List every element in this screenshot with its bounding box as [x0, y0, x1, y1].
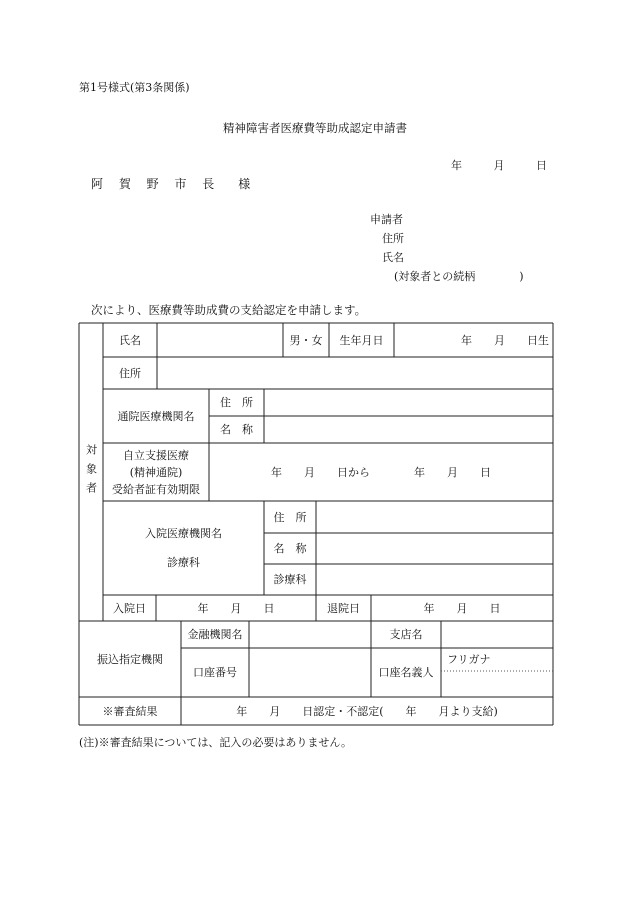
gender-select[interactable]: 男・女	[289, 333, 323, 347]
review-result-label: ※審査結果	[102, 704, 158, 718]
name-label: 氏名	[119, 333, 141, 347]
form-number: 第1号様式(第3条関係)	[79, 81, 190, 94]
outpatient-label: 通院医療機関名	[117, 409, 195, 423]
account-number-label: 口座番号	[193, 666, 237, 679]
footnote: (注)※審査結果については、記入の必要はありません。	[79, 736, 353, 749]
inpatient-name-input[interactable]	[316, 533, 553, 564]
applicant-label: 申請者	[370, 213, 403, 226]
inpatient-label-block	[103, 501, 264, 595]
birthdate-label: 生年月日	[339, 333, 384, 347]
branch-label: 支店名	[389, 628, 423, 641]
applicant-relation-label: (対象者との続柄 )	[394, 270, 524, 283]
inpatient-label: 入院医療機関名	[145, 527, 222, 540]
applicant-block	[370, 210, 524, 286]
department-label: 診療科	[167, 556, 200, 569]
branch-input[interactable]	[441, 621, 553, 648]
subject-label: 対象者	[84, 443, 98, 501]
validity-period-input[interactable]: 年 月 日から 年 月 日	[271, 465, 491, 479]
document-title: 精神障害者医療費等助成認定申請書	[223, 121, 407, 135]
applicant-name-label: 氏名	[382, 251, 404, 264]
outpatient-name-input[interactable]	[264, 416, 553, 443]
date-day: 日	[536, 159, 547, 172]
discharge-label: 退院日	[327, 601, 360, 615]
review-result-value: 年 月 日認定・不認定( 年 月より支給)	[236, 704, 498, 718]
name-input[interactable]	[157, 323, 283, 357]
account-number-input[interactable]	[249, 648, 371, 697]
outpatient-name-label: 名 称	[220, 423, 253, 436]
admission-label: 入院日	[113, 601, 146, 615]
selfsupport-label	[103, 443, 209, 501]
bank-label: 振込指定機関	[97, 652, 163, 666]
account-holder-input[interactable]	[441, 671, 553, 697]
address-input[interactable]	[157, 357, 553, 389]
bank-name-input[interactable]	[249, 621, 371, 648]
outpatient-address-input[interactable]	[264, 389, 553, 416]
furigana-input[interactable]: フリガナ	[447, 653, 491, 666]
inpatient-address-input[interactable]	[316, 501, 553, 533]
inpatient-address-label: 住 所	[273, 510, 307, 524]
addressee: 阿 賀 野 市 長 様	[91, 177, 257, 191]
account-holder-label: 口座名義人	[378, 666, 434, 679]
selfsupport-line2: (精神通院)	[129, 465, 183, 479]
inpatient-dept-label: 診療科	[273, 573, 307, 586]
applicant-address-label: 住所	[382, 232, 404, 245]
date-year: 年	[451, 159, 462, 172]
selfsupport-line3: 受給者証有効期限	[112, 482, 200, 496]
outpatient-address-label: 住 所	[220, 396, 253, 409]
birthdate-input[interactable]: 年 月 日生	[461, 333, 549, 347]
intro-text: 次により、医療費等助成費の支給認定を申請します。	[91, 303, 367, 317]
discharge-date-input[interactable]: 年 月 日	[423, 601, 501, 615]
address-label: 住所	[119, 366, 141, 380]
admission-date-input[interactable]: 年 月 日	[197, 601, 275, 615]
selfsupport-line1: 自立支援医療	[123, 448, 189, 462]
bank-name-label: 金融機関名	[187, 628, 243, 641]
inpatient-dept-input[interactable]	[316, 564, 553, 595]
application-date	[451, 157, 547, 173]
inpatient-name-label: 名 称	[273, 542, 307, 555]
date-month: 月	[493, 159, 505, 172]
